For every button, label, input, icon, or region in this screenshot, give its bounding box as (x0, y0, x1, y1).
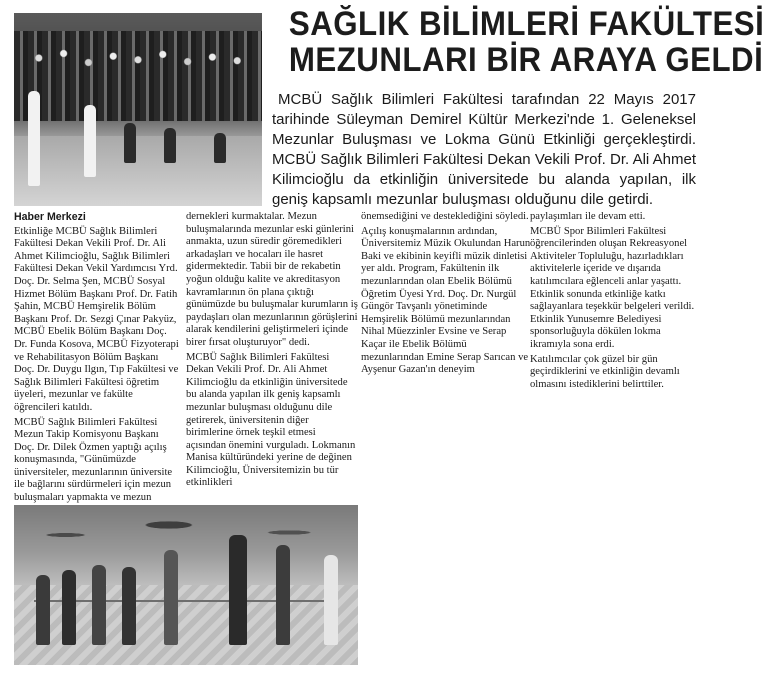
article-column-4 (530, 211, 696, 393)
trees-background (14, 505, 358, 555)
person-figure (324, 555, 338, 645)
headline-line-2: MEZUNLARI BİR ARAYA GELDİ (288, 41, 764, 79)
article-column-1 (14, 211, 180, 507)
person-figure (36, 575, 50, 645)
column-paragraph: Etkinliğe MCBÜ Sağlık Bilimleri Fakültesi Dekan Vekili Prof. Dr. Ali Ahmet Kilimcioğlu, Sağlık Bilimleri Fakültesi Dekan Vekil Yardımcısı Yrd. Doç. Dr. Selma Şen, MCBÜ Sosyal Hizmet Bölüm Başkanı Prof. Dr. Fatih Şahin, MCBÜ Hemşirelik Bölüm Başkanı Prof. Dr. Sezgi Çınar Pakyüz, MCBÜ Ebelik Bölüm Başkanı Doç. Dr. Funda Kosova, MCBÜ Fizyoterapi ve Rehabilitasyon Bölüm Başkanı Doç. Dr. Duygu Ilgın, Tıp Fakültesi ve Sağlık Bilimleri Fakültesi öğretim üyeleri, mezunlar ve fakülte öğrencileri katıldı. (14, 225, 179, 413)
person-figure (62, 570, 76, 645)
headline (288, 5, 764, 79)
column-paragraph: paylaşımları ile devam etti. (530, 211, 646, 222)
article-column-2 (186, 211, 358, 492)
speaker-box (124, 123, 136, 163)
column-paragraph: MCBÜ Spor Bilimleri Fakültesi öğrencilerinden oluşan Rekreasyonel Aktiviteler Topluluğu, hazırladıkları aktivitelerle içeride ve dışarıda katılımcılara eğlenceli anlar yaşattı. Etkinlik sonunda etkinliğe katkı sağlayanlara teşekkür belgeleri verildi. Etkinlik Yunusemre Belediyesi sponsorluğuyla dökülen lokma ikramıyla sona erdi. (530, 225, 695, 350)
lead-paragraph: MCBÜ Sağlık Bilimleri Fakültesi tarafından 22 Mayıs 2017 tarihinde Süleyman Demirel Kültür Merkezi'nde 1. Geleneksel Mezunlar Buluşması ve Lokma Günü Etkinliği gerçekleştirdi. MCBÜ Sağlık Bilimleri Fakültesi Dekan Vekili Prof. Dr. Ali Ahmet Kilimcioğlu da etkinliğin üniversitede bu alanda yapılan, ilk geniş kapsamlı mezunlar buluşması olduğunu dile getirdi. (272, 91, 696, 208)
person-figure (92, 565, 106, 645)
person-figure (164, 550, 178, 645)
dancer-figure (84, 105, 96, 177)
article-column-3 (361, 211, 531, 379)
column-paragraph: Katılımcılar çok güzel bir gün geçirdiklerini ve etkinliğin devamlı olmasını istediklerini belirttiler. (530, 353, 680, 390)
event-hall-photo (14, 13, 262, 206)
byline: Haber Merkezi (14, 211, 86, 223)
column-paragraph: önemsediğini ve desteklediğini söyledi. (361, 211, 529, 222)
speaker-box (214, 133, 226, 163)
tug-of-war-photo (14, 505, 358, 665)
person-figure (276, 545, 290, 645)
person-figure (122, 567, 136, 645)
column-paragraph: MCBÜ Sağlık Bilimleri Fakültesi Mezun Takip Komisyonu Başkanı Doç. Dr. Dilek Özmen yaptığı açılış konuşmasında, "Günümüzde üniversiteler, mezunlarının üniversite ile bağlarını sürdürmeleri için mezun buluşmaları yapmakta ve mezun (14, 416, 173, 504)
speaker-box (164, 128, 176, 163)
column-paragraph: Açılış konuşmalarının ardından, Üniversitemiz Müzik Okulundan Harun Baki ve ekibinin keyifli müzik dinletisi yer aldı. Program, Fakültenin ilk mezunlarından olan Ebelik Bölümü Öğretim Üyesi Yrd. Doç. Dr. Nurgül Güngör Tavşanlı yönetiminde Hemşirelik Bölümü mezunlarından Nihal Müezzinler Evsine ve Serap Kaçar ile Ebelik Bölümü mezunlarından Emine Serap Sarıcan ve Ayşenur Gazan'ın deneyim (361, 225, 531, 376)
dancer-figure (28, 91, 40, 186)
audience-crowd (14, 31, 262, 121)
column-paragraph: MCBÜ Sağlık Bilimleri Fakültesi Dekan Vekili Prof. Dr. Ali Ahmet Kilimcioğlu da etkinliğin üniversitede bu alanda yapılan ilk geniş kapsamlı mezunlar buluşması olduğunu dile getirerek, üniversitenin diğer birimlerine örnek teşkil etmesi açısından önemini vurguladı. Lokmanın Manisa kültüründeki yerine de değinen Kilimcioğlu, Üniversitemizin bu tür etkinlikleri (186, 351, 356, 489)
headline-line-1: SAĞLIK BİLİMLERİ FAKÜLTESİ (288, 5, 764, 43)
column-paragraph: dernekleri kurmaktalar. Mezun buluşmalarında mezunlar eski günlerini anmakta, uzun süredir göremedikleri arkadaşları ve hocaları ile hasret gidermektedir. Tabii bir de rekabetin yoğun olduğu kalite ve akreditasyon kavramlarının ön plana çıktığı günümüzde bu buluşmalar kurumların iş paydaşları olan mezunlarının görüşlerini alarak kendilerini geliştirmeleri içinde birer fırsat oluşturuyor" dedi. (186, 211, 358, 348)
person-figure (229, 535, 247, 645)
